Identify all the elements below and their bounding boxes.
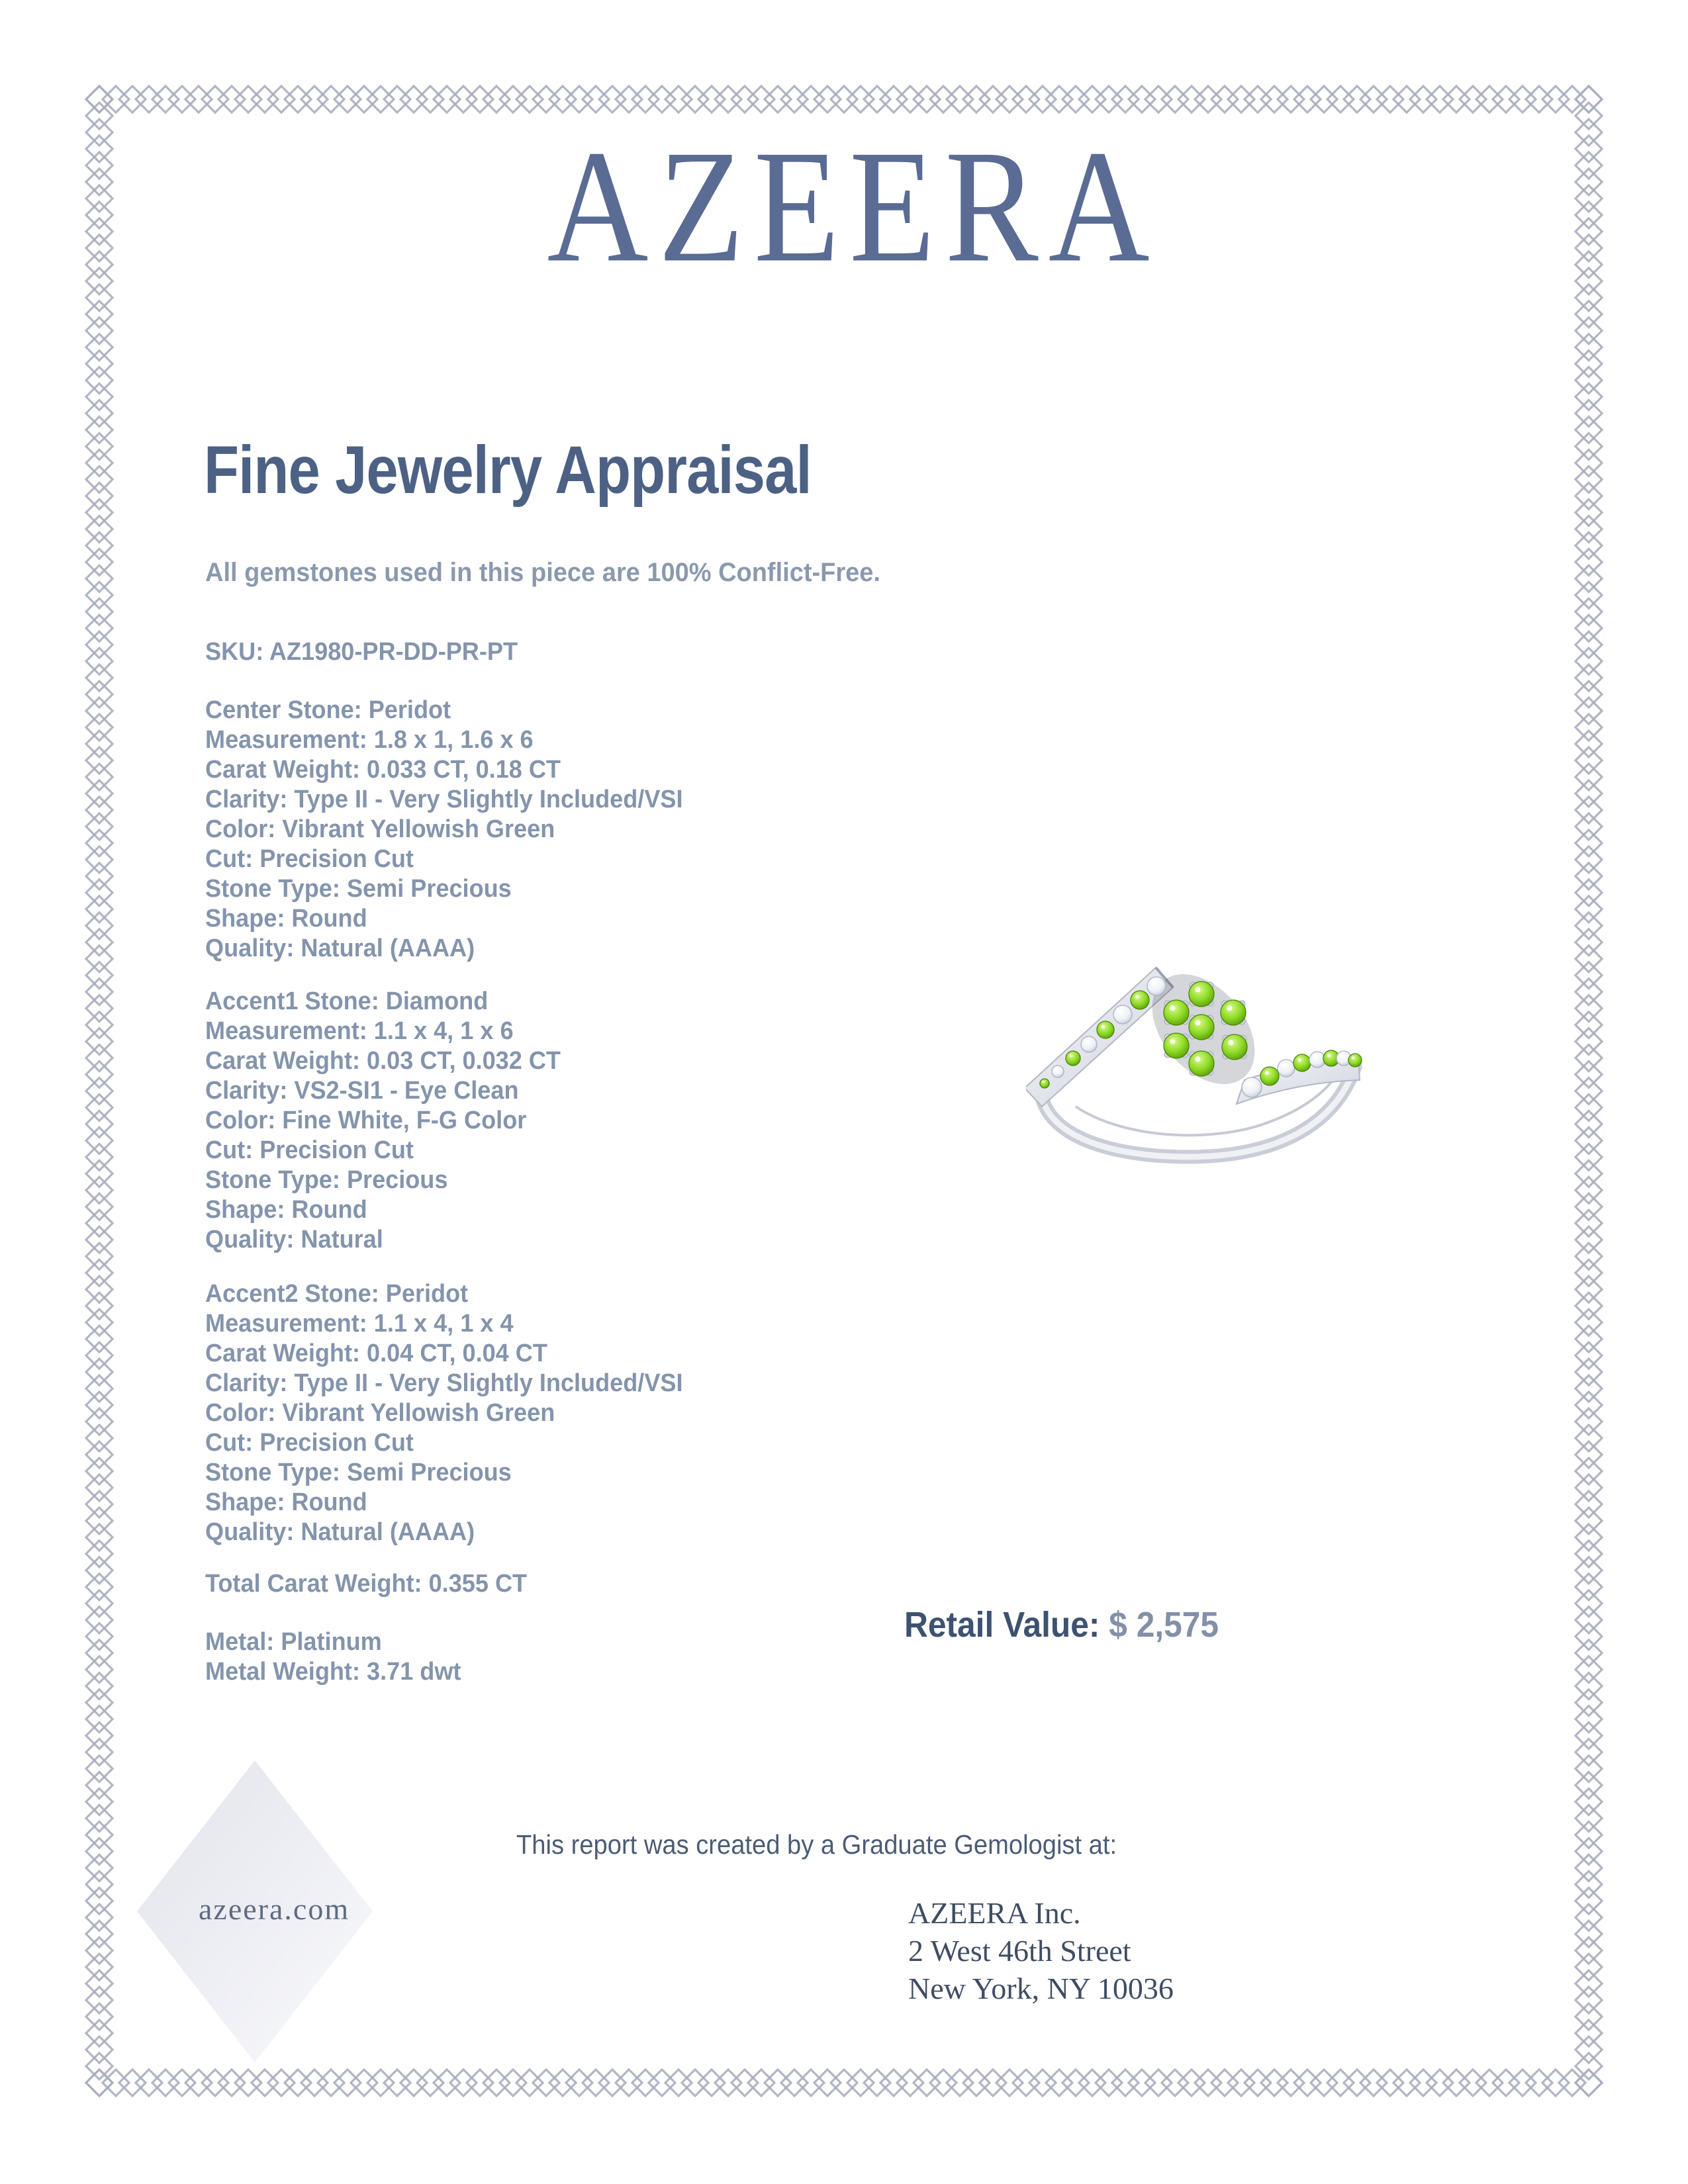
conflict-free-note: All gemstones used in this piece are 100% Conflict-Free. bbox=[205, 558, 880, 587]
spec-line: Accent2 Stone: Peridot bbox=[205, 1280, 469, 1308]
spec-line: Measurement: 1.1 x 4, 1 x 6 bbox=[205, 1017, 514, 1045]
spec-line: Quality: Natural bbox=[205, 1226, 383, 1253]
company-address bbox=[908, 1894, 1174, 2007]
accent1-stone-section bbox=[205, 987, 561, 1255]
spec-line: Metal Weight: 3.71 dwt bbox=[205, 1658, 461, 1686]
spec-line: Quality: Natural (AAAA) bbox=[205, 934, 475, 962]
spec-line: Carat Weight: 0.03 CT, 0.032 CT bbox=[205, 1047, 561, 1075]
spec-line: Cut: Precision Cut bbox=[205, 1429, 414, 1457]
website-text: azeera.com bbox=[199, 1892, 350, 1926]
spec-line: Cut: Precision Cut bbox=[205, 845, 414, 873]
spec-line: Clarity: Type II - Very Slightly Included/VSI bbox=[205, 1369, 683, 1397]
spec-line: Color: Vibrant Yellowish Green bbox=[205, 1399, 555, 1427]
spec-line: Color: Vibrant Yellowish Green bbox=[205, 815, 555, 843]
page-title: Fine Jewelry Appraisal bbox=[204, 432, 812, 508]
retail-value-amount: $ 2,575 bbox=[1109, 1605, 1219, 1645]
total-carat-line: Total Carat Weight: 0.355 CT bbox=[205, 1570, 528, 1598]
spec-line: Cut: Precision Cut bbox=[205, 1136, 414, 1164]
ring-photo bbox=[1026, 927, 1370, 1165]
brand-logo: AZEERA bbox=[547, 116, 1160, 296]
spec-line: Quality: Natural (AAAA) bbox=[205, 1518, 475, 1546]
spec-line: Accent1 Stone: Diamond bbox=[205, 987, 489, 1015]
address-line: New York, NY 10036 bbox=[908, 1972, 1174, 2005]
spec-line: Shape: Round bbox=[205, 1196, 367, 1224]
address-line: AZEERA Inc. bbox=[908, 1896, 1081, 1930]
gemologist-note: This report was created by a Graduate Gemologist at: bbox=[516, 1829, 1117, 1860]
spec-line: Measurement: 1.1 x 4, 1 x 4 bbox=[205, 1310, 514, 1338]
retail-value-row bbox=[904, 1604, 1219, 1645]
spec-line: Carat Weight: 0.033 CT, 0.18 CT bbox=[205, 756, 561, 784]
spec-line: Shape: Round bbox=[205, 1488, 367, 1516]
spec-line: Stone Type: Precious bbox=[205, 1166, 448, 1194]
address-line: 2 West 46th Street bbox=[908, 1934, 1131, 1968]
spec-line: Center Stone: Peridot bbox=[205, 696, 451, 724]
accent2-stone-section bbox=[205, 1279, 683, 1547]
retail-value-label: Retail Value: bbox=[904, 1605, 1100, 1645]
spec-line: Measurement: 1.8 x 1, 1.6 x 6 bbox=[205, 726, 534, 754]
spec-line: Carat Weight: 0.04 CT, 0.04 CT bbox=[205, 1340, 547, 1367]
spec-line: Stone Type: Semi Precious bbox=[205, 875, 512, 903]
spec-line: Clarity: Type II - Very Slightly Included/VSI bbox=[205, 786, 683, 813]
spec-line: Clarity: VS2-SI1 - Eye Clean bbox=[205, 1077, 519, 1105]
metal-section bbox=[205, 1627, 461, 1687]
center-stone-section bbox=[205, 696, 683, 964]
sku-line: SKU: AZ1980-PR-DD-PR-PT bbox=[205, 638, 518, 666]
spec-line: Color: Fine White, F-G Color bbox=[205, 1107, 527, 1134]
spec-line: Metal: Platinum bbox=[205, 1628, 382, 1656]
spec-line: Shape: Round bbox=[205, 905, 367, 933]
spec-line: Stone Type: Semi Precious bbox=[205, 1459, 512, 1486]
